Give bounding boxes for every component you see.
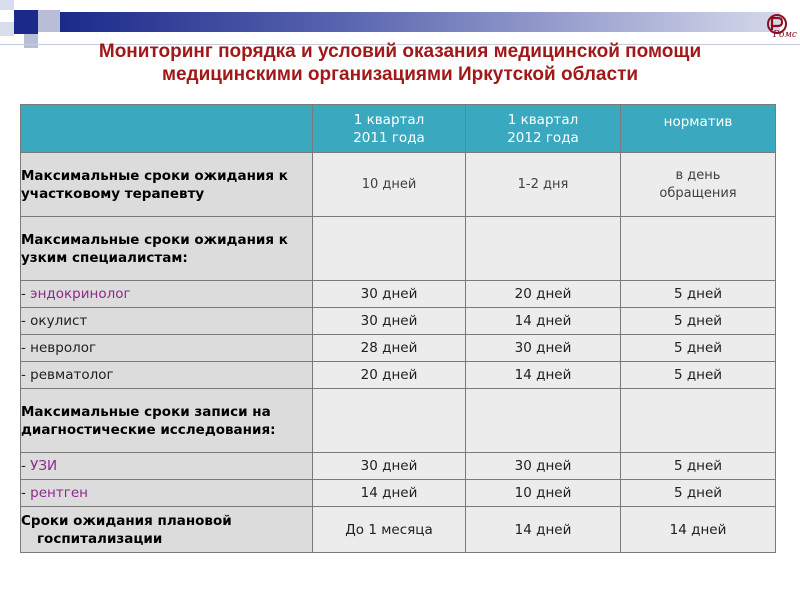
row-label: Максимальные сроки ожидания к участковому терапевту: [21, 153, 313, 217]
cell-2012: [466, 217, 621, 281]
row-label: [21, 507, 313, 553]
row-label: [21, 362, 313, 389]
header-text: норматив: [663, 114, 733, 130]
table-row: [21, 480, 776, 507]
header-cell-norm: [621, 105, 776, 153]
row-label: [21, 335, 313, 362]
row-label: [21, 281, 313, 308]
row-label-line-1: Сроки ожидания плановой: [21, 512, 232, 529]
decor-square: [24, 34, 38, 48]
row-label: Максимальные сроки ожидания к узким специалистам:: [21, 217, 313, 281]
row-label: [21, 308, 313, 335]
row-sub-label: ревматолог: [30, 367, 114, 383]
row-label: [21, 480, 313, 507]
cell-2011: 30 дней: [313, 281, 466, 308]
cell-2011: [313, 389, 466, 453]
cell-2012: 20 дней: [466, 281, 621, 308]
header-text: 1 квартал: [507, 111, 579, 128]
cell-2011: 20 дней: [313, 362, 466, 389]
cell-norm: 5 дней: [621, 480, 776, 507]
cell-2012: 14 дней: [466, 507, 621, 553]
cell-2011: 30 дней: [313, 453, 466, 480]
cell-2011: До 1 месяца: [313, 507, 466, 553]
cell-norm: 14 дней: [621, 507, 776, 553]
row-dash: -: [21, 313, 31, 329]
cell-2012: 30 дней: [466, 453, 621, 480]
cell-norm: 5 дней: [621, 335, 776, 362]
decor-square: [38, 10, 60, 32]
cell-2012: [466, 389, 621, 453]
row-label: Максимальные сроки записи на диагностические исследования:: [21, 389, 313, 453]
row-sub-label: УЗИ: [30, 458, 58, 474]
header-band: [60, 12, 780, 32]
cell-norm: в день обращения: [621, 153, 776, 217]
cell-norm: [621, 389, 776, 453]
table-row: [21, 389, 776, 453]
cell-2011: 10 дней: [313, 153, 466, 217]
row-dash: -: [21, 340, 31, 356]
decor-square: [0, 22, 14, 36]
cell-2012: 1-2 дня: [466, 153, 621, 217]
row-sub-label: эндокринолог: [30, 286, 131, 302]
row-dash: -: [21, 286, 31, 302]
row-dash: -: [21, 485, 31, 501]
table-row: [21, 308, 776, 335]
decor-square: [14, 10, 38, 34]
row-sub-label: невролог: [30, 340, 97, 356]
table-row: [21, 453, 776, 480]
title-line-1: Мониторинг порядка и условий оказания медицинской помощи: [98, 41, 702, 62]
cell-2011: [313, 217, 466, 281]
header-cell-2011: [313, 105, 466, 153]
header-cell-empty: [21, 105, 313, 153]
cell-2012: 14 дней: [466, 362, 621, 389]
cell-2012: 30 дней: [466, 335, 621, 362]
cell-2011: 30 дней: [313, 308, 466, 335]
cell-norm: 5 дней: [621, 308, 776, 335]
cell-2011: 28 дней: [313, 335, 466, 362]
row-sub-label: рентген: [30, 485, 88, 501]
table-row: [21, 281, 776, 308]
row-sub-label: окулист: [30, 313, 88, 329]
cell-2011: 14 дней: [313, 480, 466, 507]
table-row: [21, 507, 776, 553]
table-row: [21, 362, 776, 389]
table-header-row: [21, 105, 776, 153]
logo-text: Pомс: [773, 30, 797, 40]
table-row: [21, 153, 776, 217]
decor-square: [0, 0, 14, 10]
monitoring-table: [20, 104, 776, 553]
header-cell-2012: [466, 105, 621, 153]
cell-2012: 10 дней: [466, 480, 621, 507]
cell-norm: 5 дней: [621, 453, 776, 480]
header-text: 2012 года: [507, 129, 579, 146]
cell-norm: 5 дней: [621, 362, 776, 389]
header-text: 1 квартал: [353, 111, 425, 128]
row-label: [21, 453, 313, 480]
row-dash: -: [21, 458, 31, 474]
header-text: 2011 года: [353, 129, 425, 146]
page-title: [40, 40, 760, 86]
cell-norm: [621, 217, 776, 281]
table-row: [21, 217, 776, 281]
table-row: [21, 335, 776, 362]
row-label-line-2: госпитализации: [37, 530, 163, 547]
row-dash: -: [21, 367, 31, 383]
cell-2012: 14 дней: [466, 308, 621, 335]
title-line-2: медицинскими организациями Иркутской области: [161, 64, 639, 85]
cell-norm: 5 дней: [621, 281, 776, 308]
